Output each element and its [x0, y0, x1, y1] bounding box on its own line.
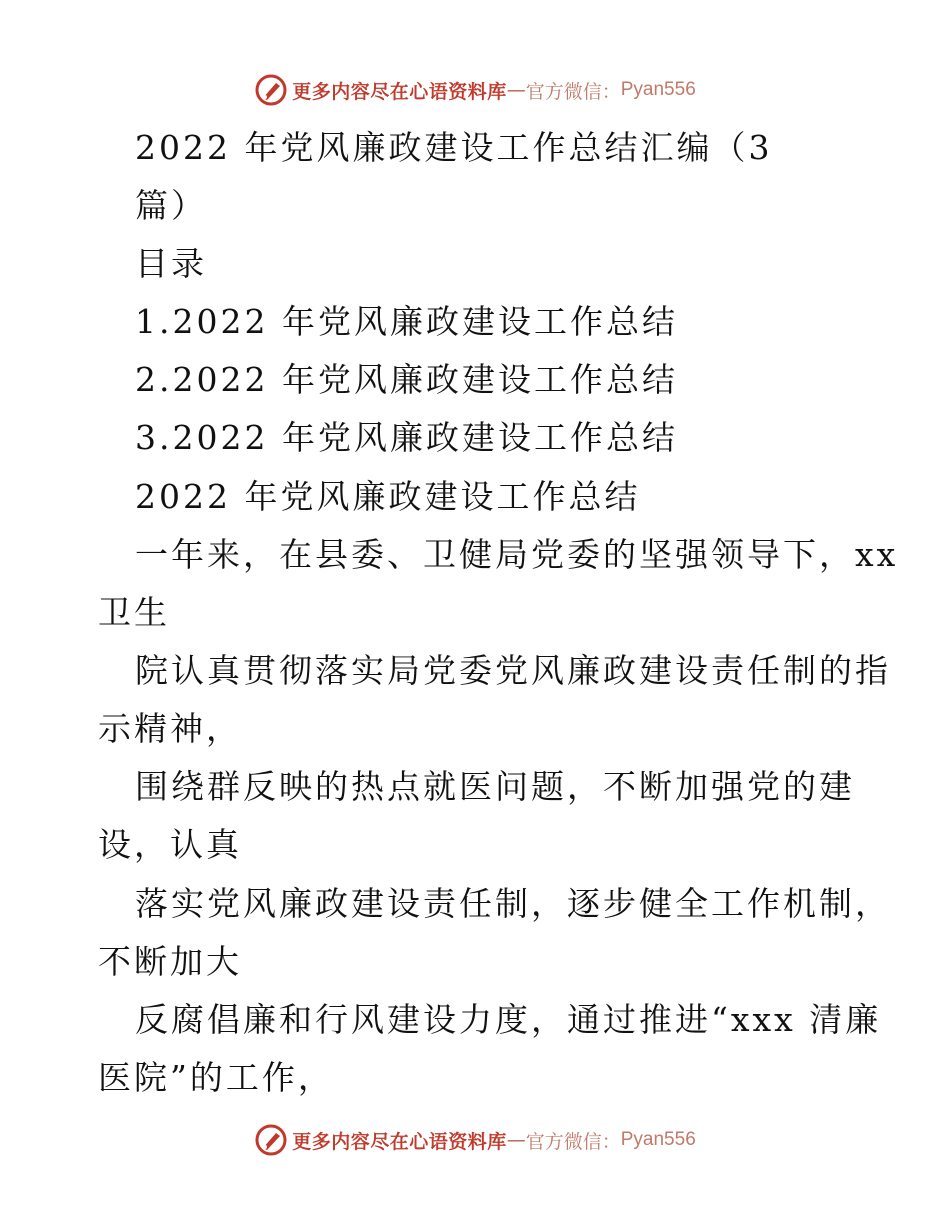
watermark-wechat-id: Pyan556: [620, 79, 696, 100]
document-title-line-2: 篇）: [135, 186, 207, 225]
watermark-separator: —: [506, 1129, 526, 1151]
watermark-banner-top: [0, 70, 950, 110]
paragraph-line: 医院”的工作，: [98, 1058, 334, 1097]
pen-logo-icon: [254, 1123, 288, 1157]
watermark-wechat-id: Pyan556: [620, 1129, 696, 1150]
watermark-banner-bottom: [0, 1120, 950, 1160]
paragraph-line: 围绕群反映的热点就医问题，不断加强党的建: [135, 767, 855, 806]
pen-logo-icon: [254, 73, 288, 107]
paragraph-line: 不断加大: [98, 942, 242, 981]
toc-item: 1.2022 年党风廉政建设工作总结: [135, 302, 678, 341]
paragraph-line: 卫生: [98, 593, 170, 632]
paragraph-line: 一年来，在县委、卫健局党委的坚强领导下，xx: [135, 535, 899, 574]
paragraph-line: 设，认真: [98, 825, 242, 864]
watermark-brand-text: 更多内容尽在心语资料库: [292, 80, 507, 103]
paragraph-line: 反腐倡廉和行风建设力度，通过推进“xxx 清廉: [135, 1000, 882, 1039]
section-title: 2022 年党风廉政建设工作总结: [135, 477, 641, 516]
paragraph-line: 落实党风廉政建设责任制，逐步健全工作机制，: [135, 884, 891, 923]
paragraph-line: 院认真贯彻落实局党委党风廉政建设责任制的指: [135, 651, 891, 690]
paragraph-line: 示精神，: [98, 709, 242, 748]
toc-item: 2.2022 年党风廉政建设工作总结: [135, 360, 678, 399]
document-title-line-1: 2022 年党风廉政建设工作总结汇编（3: [135, 128, 773, 167]
watermark-wechat-label: 官方微信：: [525, 80, 621, 103]
watermark-brand-text: 更多内容尽在心语资料库: [292, 1130, 507, 1153]
toc-heading: 目录: [135, 244, 207, 283]
toc-item: 3.2022 年党风廉政建设工作总结: [135, 418, 678, 457]
watermark-separator: —: [506, 79, 526, 101]
watermark-wechat-label: 官方微信：: [525, 1130, 621, 1153]
